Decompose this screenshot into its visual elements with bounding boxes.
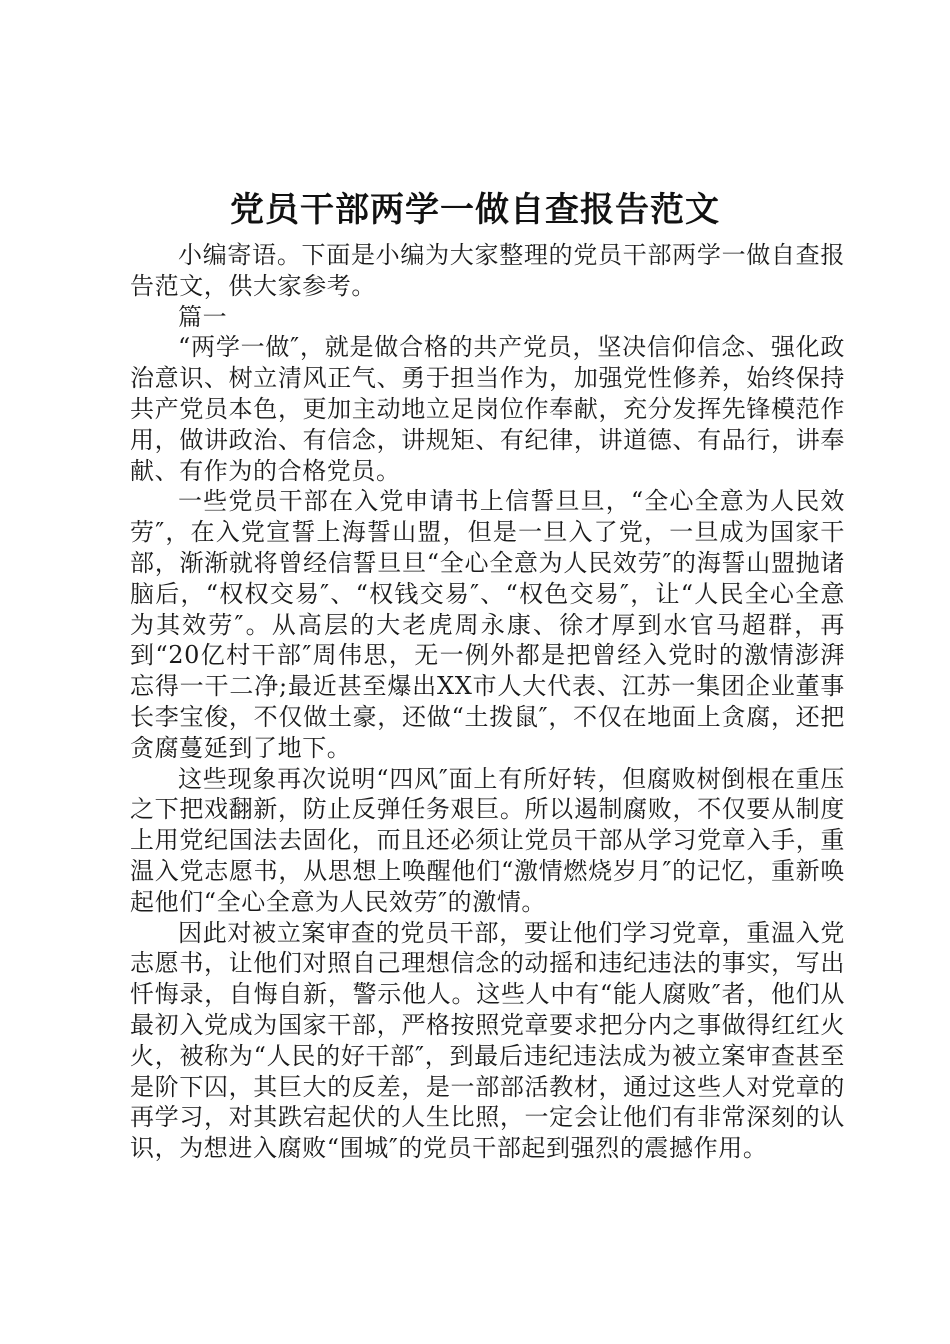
paragraph-intro: 小编寄语。下面是小编为大家整理的党员干部两学一做自查报告范文，供大家参考。 bbox=[130, 241, 845, 300]
paragraph-section-label: 篇一 bbox=[178, 302, 228, 331]
paragraph-3: 这些现象再次说明“四风″面上有所好转，但腐败树倒根在重压之下把戏翻新，防止反弹任务艰巨。所以遏制腐败，不仅要从制度上用党纪国法去固化，而且还必须让党员干部从学习党章入手，重温入党志愿书，从思想上唤醒他们“激情燃烧岁月″的记忆，重新唤起他们“全心全意为人民效劳″的激情。 bbox=[130, 764, 845, 916]
paragraph-2: 一些党员干部在入党申请书上信誓旦旦，“全心全意为人民效劳″，在入党宣誓上海誓山盟，但是一旦入了党，一旦成为国家干部，渐渐就将曾经信誓旦旦“全心全意为人民效劳″的海誓山盟抛诸脑后，“权权交易″、“权钱交易″、“权色交易″，让“人民全心全意为其效劳″。从高层的大老虎周永康、徐才厚到水官马超群，再到“20亿村干部″周伟思，无一例外都是把曾经入党时的激情澎湃忘得一干二净;最近甚至爆出XX市人大代表、江苏一集团企业董事长李宝俊，不仅做土豪，还做“土拨鼠″，不仅在地面上贪腐，还把贪腐蔓延到了地下。 bbox=[130, 487, 845, 762]
paragraph-1: “两学一做″，就是做合格的共产党员，坚决信仰信念、强化政治意识、树立清风正气、勇于担当作为，加强党性修养，始终保持共产党员本色，更加主动地立足岗位作奉献，充分发挥先锋模范作用，做讲政治、有信念，讲规矩、有纪律，讲道德、有品行，讲奉献、有作为的合格党员。 bbox=[130, 333, 845, 485]
paragraph-4: 因此对被立案审查的党员干部，要让他们学习党章，重温入党志愿书，让他们对照自己理想信念的动摇和违纪违法的事实，写出忏悔录，自悔自新，警示他人。这些人中有“能人腐败″者，他们从最初入党成为国家干部，严格按照党章要求把分内之事做得红红火火，被称为“人民的好干部″，到最后违纪违法成为被立案审查甚至是阶下囚，其巨大的反差，是一部部活教材，通过这些人对党章的再学习，对其跌宕起伏的人生比照，一定会让他们有非常深刻的认识，为想进入腐败“围城″的党员干部起到强烈的震撼作用。 bbox=[130, 918, 845, 1163]
document-body bbox=[130, 240, 845, 1164]
document-title: 党员干部两学一做自查报告范文 bbox=[230, 190, 720, 230]
